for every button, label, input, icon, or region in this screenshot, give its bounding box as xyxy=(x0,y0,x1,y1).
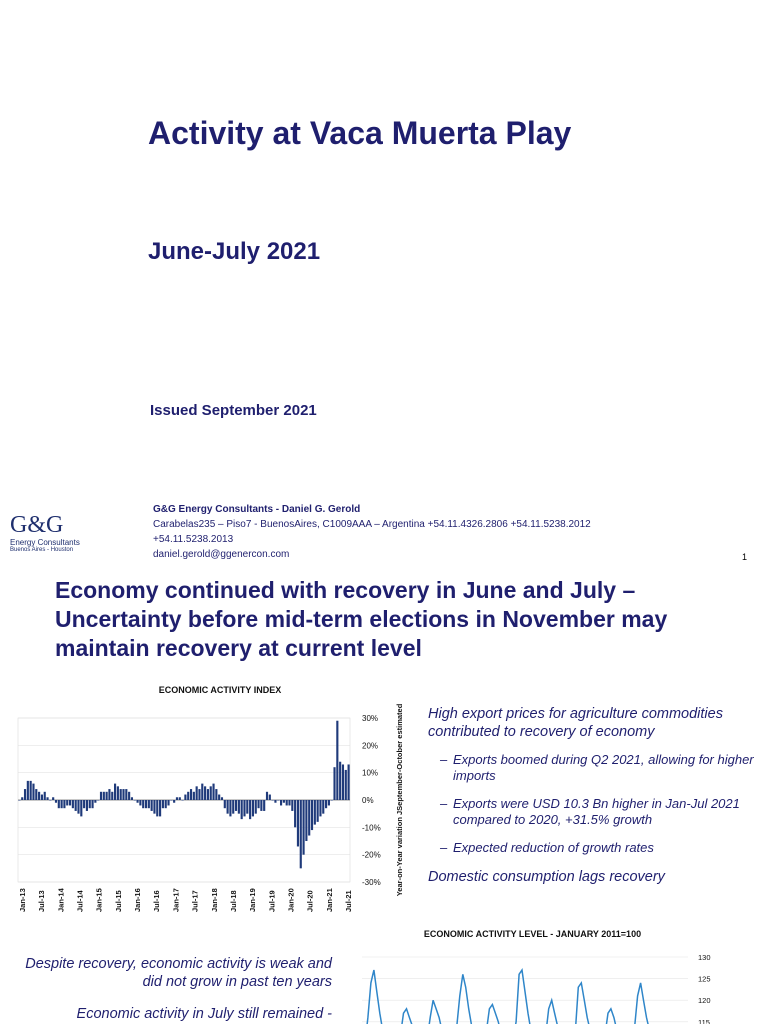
bar xyxy=(204,786,206,800)
bar xyxy=(215,789,217,800)
bar xyxy=(41,795,43,800)
y-tick-label: 125 xyxy=(698,974,711,984)
issued-date: Issued September 2021 xyxy=(150,402,317,419)
bar xyxy=(283,800,285,803)
bar xyxy=(30,781,32,800)
bar xyxy=(83,800,85,808)
bar xyxy=(325,800,327,808)
contact-phone: +54.11.5238.2013 xyxy=(153,534,234,545)
bar xyxy=(235,800,237,811)
bar xyxy=(52,797,54,800)
x-tick-label: Jul-21 xyxy=(344,890,353,912)
bar xyxy=(162,800,164,808)
bar xyxy=(80,800,82,816)
bar xyxy=(294,800,296,827)
y-tick-label: 115 xyxy=(698,1017,710,1024)
x-tick-label: Jan-17 xyxy=(171,888,181,912)
company-logo xyxy=(10,512,90,554)
bar xyxy=(63,800,65,808)
cover-title: Activity at Vaca Muerta Play xyxy=(148,115,572,151)
x-tick-label: Jan-19 xyxy=(248,888,258,912)
bar xyxy=(145,800,147,808)
y-tick-label: -20% xyxy=(362,850,381,860)
bar xyxy=(97,800,99,801)
bullet-dash-icon: – xyxy=(440,796,448,811)
bar xyxy=(297,800,299,846)
bar xyxy=(241,800,243,819)
bar xyxy=(252,800,254,816)
left-notes xyxy=(20,955,332,1023)
bar xyxy=(272,800,274,801)
bar xyxy=(142,800,144,808)
bar xyxy=(280,800,282,805)
bar xyxy=(291,800,293,811)
bar xyxy=(198,789,200,800)
bar xyxy=(243,800,245,816)
bar xyxy=(38,792,40,800)
bar xyxy=(120,789,122,800)
y-tick-label: 130 xyxy=(698,953,711,962)
x-tick-label: Jan-20 xyxy=(286,888,296,912)
bar xyxy=(151,800,153,811)
contact-block xyxy=(153,502,673,562)
page-number: 1 xyxy=(742,552,748,562)
x-tick-label: Jul-13 xyxy=(37,890,47,912)
x-tick-label: Jul-17 xyxy=(190,890,200,912)
bar xyxy=(348,764,350,800)
bullet-subitem xyxy=(428,840,763,856)
bar xyxy=(159,800,161,816)
bar xyxy=(179,797,181,800)
bar xyxy=(266,792,268,800)
bar xyxy=(131,797,133,800)
bar xyxy=(196,786,198,800)
x-tick-label: Jan-16 xyxy=(133,888,143,912)
bar xyxy=(221,797,223,800)
y-axis-label: Year-on-Year variation JSeptember-October estimated xyxy=(395,703,404,897)
logo-location-text: Buenos Aires - Houston xyxy=(10,547,74,553)
contact-email: daniel.gerold@ggenercon.com xyxy=(153,549,290,560)
x-tick-label: Jan-14 xyxy=(56,888,66,912)
bar xyxy=(269,795,271,800)
bar xyxy=(100,792,102,800)
bar xyxy=(286,800,288,805)
bar xyxy=(317,800,319,822)
y-tick-label: -10% xyxy=(362,823,381,833)
bar xyxy=(46,797,48,800)
x-tick-label: Jan-15 xyxy=(94,888,104,912)
bar xyxy=(187,792,189,800)
bar xyxy=(44,792,46,800)
bullet-dash-icon: – xyxy=(440,752,448,767)
bar xyxy=(319,800,321,816)
x-tick-label: Jul-14 xyxy=(75,890,85,912)
bar xyxy=(246,800,248,814)
bar xyxy=(229,800,231,816)
bullet-subitem-text: Expected reduction of growth rates xyxy=(453,840,654,855)
bar xyxy=(125,789,127,800)
x-tick-label: Jan-18 xyxy=(209,888,219,912)
bar xyxy=(173,800,175,803)
bar xyxy=(72,800,74,808)
bullet-subitem-text: Exports boomed during Q2 2021, allowing for higher imports xyxy=(453,752,754,783)
y-tick-label: 10% xyxy=(362,768,379,778)
logo-sub-text: Energy Consultants xyxy=(10,538,80,547)
bar xyxy=(339,762,341,800)
bullet-subitem-text: Exports were USD 10.3 Bn higher in Jan-Jul 2021 compared to 2020, +31.5% growth xyxy=(453,796,740,827)
bar xyxy=(336,721,338,800)
x-tick-label: Jul-15 xyxy=(113,890,123,912)
bar xyxy=(117,786,119,800)
bar xyxy=(134,800,136,801)
bar xyxy=(331,800,333,801)
bar xyxy=(89,800,91,808)
bar xyxy=(328,800,330,805)
bar xyxy=(156,800,158,816)
bar xyxy=(94,800,96,803)
bar xyxy=(288,800,290,805)
bar xyxy=(210,786,212,800)
bar xyxy=(114,784,116,800)
bar xyxy=(260,800,262,811)
bar xyxy=(274,800,276,803)
bar xyxy=(91,800,93,808)
bar xyxy=(218,795,220,800)
bar xyxy=(182,800,184,801)
series-line xyxy=(362,970,688,1024)
bar xyxy=(21,797,23,800)
bar xyxy=(263,800,265,811)
bar xyxy=(108,789,110,800)
x-tick-label: Jul-20 xyxy=(305,890,315,912)
bullet-dash-icon: – xyxy=(440,840,448,855)
bar xyxy=(227,800,229,814)
bar xyxy=(111,792,113,800)
bar xyxy=(212,784,214,800)
bar xyxy=(190,789,192,800)
x-tick-label: Jul-19 xyxy=(267,890,277,912)
bar xyxy=(148,800,150,808)
y-tick-label: 30% xyxy=(362,714,379,723)
bullet-list xyxy=(428,705,763,886)
bar xyxy=(238,800,240,814)
economic-activity-level-chart xyxy=(350,945,735,1024)
bar xyxy=(86,800,88,811)
x-tick-label: Jan-13 xyxy=(18,888,27,912)
bar xyxy=(69,800,71,805)
bar xyxy=(176,797,178,800)
cover-period: June-July 2021 xyxy=(148,238,321,265)
bar xyxy=(322,800,324,814)
bar xyxy=(257,800,259,808)
bullet-item: High export prices for agriculture commodities contributed to recovery of economy xyxy=(428,706,723,740)
bar xyxy=(165,800,167,808)
bar xyxy=(35,789,37,800)
bar xyxy=(18,800,20,801)
bar xyxy=(333,767,335,800)
bar xyxy=(106,792,108,800)
y-tick-label: 0% xyxy=(362,796,374,805)
bar xyxy=(207,789,209,800)
bar xyxy=(314,800,316,825)
bar xyxy=(153,800,155,814)
bar xyxy=(300,800,302,868)
bar xyxy=(249,800,251,819)
bar xyxy=(103,792,105,800)
x-tick-label: Jan-21 xyxy=(324,888,334,912)
bar xyxy=(128,792,130,800)
chart2-title: ECONOMIC ACTIVITY LEVEL - JANUARY 2011=100 xyxy=(423,929,642,939)
bar xyxy=(58,800,60,808)
bar xyxy=(139,800,141,805)
bar xyxy=(137,800,139,803)
bar xyxy=(61,800,63,808)
bar xyxy=(255,800,257,814)
note-item: Despite recovery, economic activity is weak and did not grow in past ten years xyxy=(25,956,332,990)
bar xyxy=(193,792,195,800)
contact-company: G&G Energy Consultants - Daniel G. Gerold xyxy=(153,504,361,515)
bar xyxy=(122,789,124,800)
bar xyxy=(308,800,310,836)
y-tick-label: -30% xyxy=(362,878,381,887)
bar xyxy=(201,784,203,800)
bar xyxy=(77,800,79,814)
x-tick-label: Jul-18 xyxy=(228,890,238,912)
logo-main-text: G&G xyxy=(10,512,64,538)
bar xyxy=(345,770,347,800)
bar xyxy=(232,800,234,814)
slide-headline: Economy continued with recovery in June and July – Uncertainty before mid-term elections in November may maintain recovery at current level xyxy=(55,577,668,661)
bar xyxy=(24,789,26,800)
bar xyxy=(32,784,34,800)
bar xyxy=(303,800,305,855)
economic-activity-index-chart xyxy=(0,700,430,925)
bar xyxy=(277,800,279,801)
bullet-subitem xyxy=(428,796,763,828)
note-item: Economic activity in July still remained - xyxy=(76,1006,332,1022)
bar xyxy=(55,800,57,803)
bar xyxy=(167,800,169,805)
bar xyxy=(184,795,186,800)
y-tick-label: 20% xyxy=(362,741,379,751)
y-tick-label: 120 xyxy=(698,996,711,1006)
bar xyxy=(305,800,307,841)
bar xyxy=(27,781,29,800)
bar xyxy=(342,764,344,800)
bullet-subitem xyxy=(428,752,763,784)
x-tick-label: Jul-16 xyxy=(152,890,162,912)
chart1-title: ECONOMIC ACTIVITY INDEX xyxy=(158,685,282,695)
contact-address: Carabelas235 – Piso7 - BuenosAires, C1009AAA – Argentina +54.11.4326.2806 +54.11.5238.2012 xyxy=(153,519,591,530)
bar xyxy=(49,800,51,801)
bar xyxy=(311,800,313,830)
bar xyxy=(224,800,226,808)
bullet-item: Domestic consumption lags recovery xyxy=(428,869,665,885)
bar xyxy=(75,800,77,811)
bar xyxy=(66,800,68,805)
bar xyxy=(170,800,172,801)
